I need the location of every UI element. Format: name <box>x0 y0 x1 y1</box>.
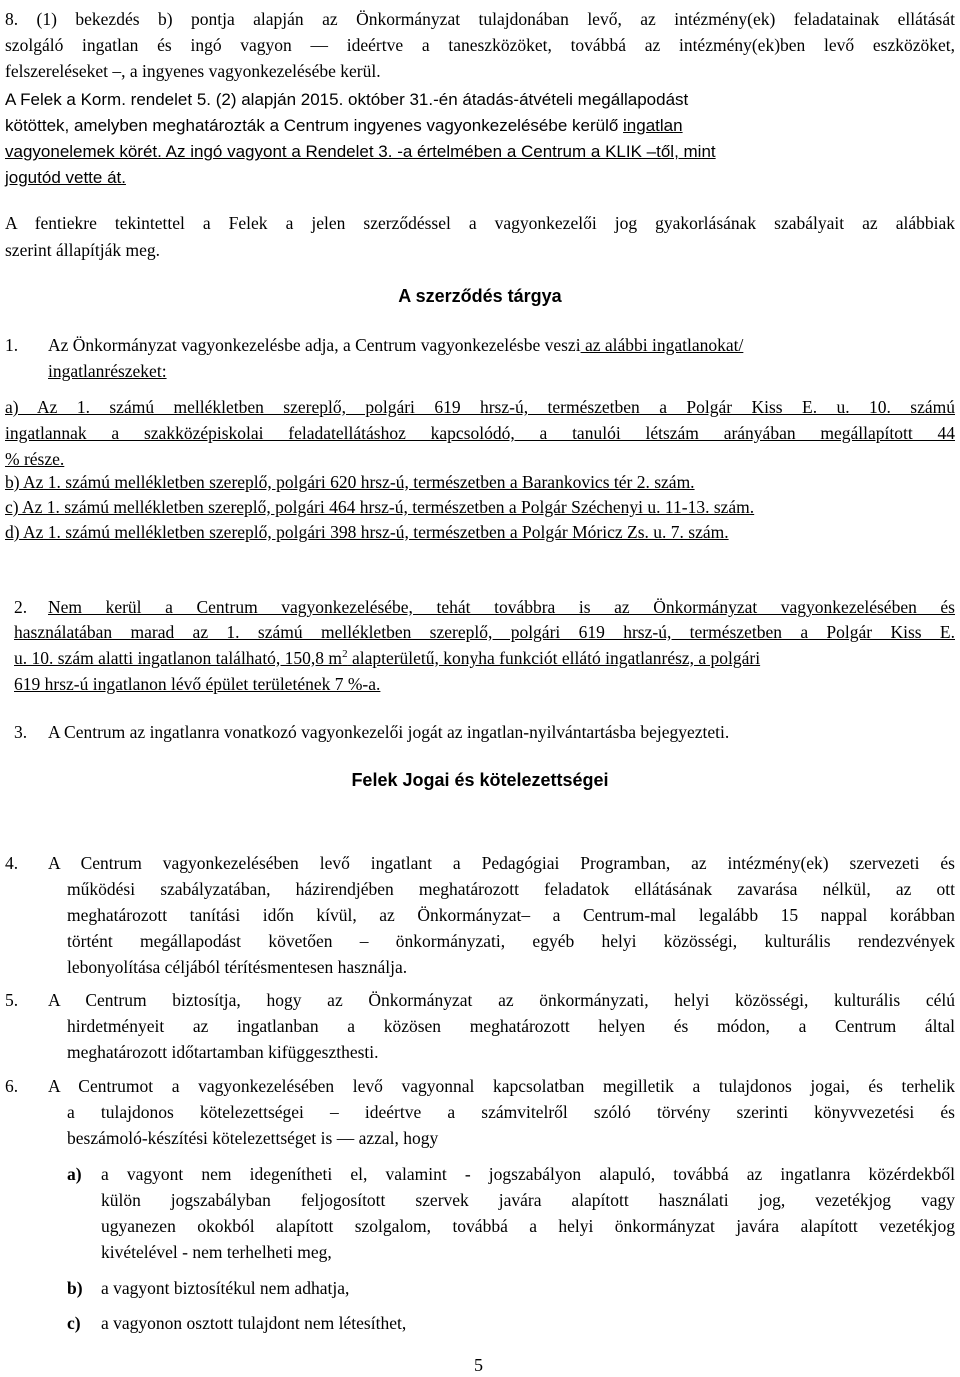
item-number: 5. <box>5 990 19 1010</box>
superscript: 2 <box>342 648 348 660</box>
property-line: a) Az 1. számú mellékletben szereplő, polgári 619 hrsz-ú, természetben a Polgár Kiss E. u. 10. számú <box>5 397 955 417</box>
section-title: Felek Jogai és kötelezettségei <box>351 770 609 790</box>
item-underlined-text: az alábbi ingatlanokat/ <box>580 335 744 355</box>
page-number: 5 <box>474 1355 483 1375</box>
item-text: Az Önkormányzat vagyonkezelésbe adja, a Centrum vagyonkezelésbe veszi <box>48 335 581 355</box>
subitem-line: ugyanezen okokból alapított szolgalom, továbbá a helyi önkormányzat javára alapított vezetékjog <box>101 1216 955 1236</box>
felek-line <box>5 116 955 136</box>
property-line: d) Az 1. számú mellékletben szereplő, polgári 398 hrsz-ú, természetben a Polgár Móricz Zs. u. 7. szám. <box>5 522 729 542</box>
item-line: beszámoló-készítési kötelezettséget is — azzal, hogy <box>67 1128 439 1148</box>
property-line: % része. <box>5 449 65 469</box>
section-title: A szerződés tárgya <box>398 286 562 306</box>
item-number: 6. <box>5 1076 19 1096</box>
item-number: 4. <box>5 853 19 873</box>
intro-line: 8. (1) bekezdés b) pontja alapján az Önkormányzat tulajdonában levő, az intézmény(ek) feladatainak ellátását <box>5 9 955 29</box>
property-line: ingatlannak a szakközépiskolai feladatellátáshoz kapcsolódó, a tanulói létszám arányában megállapított 44 <box>5 423 955 443</box>
subitem-label: a) <box>67 1164 82 1184</box>
subitem-line: a vagyonon osztott tulajdont nem létesíthet, <box>101 1313 407 1333</box>
item-line: történt megállapodást követően – önkormányzati, egyéb helyi közösségi, kulturális rendezvények <box>67 931 955 951</box>
item-line: a tulajdonos kötelezettségei – ideértve a számvitelről szóló törvény szerinti könyvvezetési és <box>67 1102 955 1122</box>
felek-text: kötöttek, amelyben meghatározták a Centrum ingyenes vagyonkezelésébe kerülő <box>5 116 624 135</box>
item-line: A Centrum biztosítja, hogy az Önkormányzat az önkormányzati, helyi közösségi, kulturális célú <box>48 990 955 1010</box>
subitem-line: kivételével - nem terhelheti meg, <box>101 1242 332 1262</box>
item-line: működési szabályzatában, házirendjében meghatározott feladatok ellátásának zavarása nélkül, az ott <box>67 879 955 899</box>
subitem-label: c) <box>67 1313 81 1333</box>
intro-line: szolgáló ingatlan és ingó vagyon — ideértve a taneszközöket, továbbá az intézmény(ek)ben levő eszközöket, <box>5 35 955 55</box>
fentiekre-line: szerint állapítják meg. <box>5 240 161 260</box>
subitem-line: külön jogszabályban feljogosított szervek javára alapított használati jog, vezetékjog vagy <box>101 1190 955 1210</box>
item-number: 1. <box>5 335 19 355</box>
item-line: hirdetményeit az ingatlanban a közösen meghatározott helyen és módon, a Centrum által <box>67 1016 955 1036</box>
subitem-line: a vagyont biztosítékul nem adhatja, <box>101 1278 350 1298</box>
felek-underlined-text: ingatlan <box>623 116 683 135</box>
subitem-line: a vagyont nem idegenítheti el, valamint - jogszabályon alapuló, továbbá az ingatlanra közérdekből <box>101 1164 955 1184</box>
item-line: használatában marad az 1. számú mellékletben szereplő, polgári 619 hrsz-ú, természetben a Polgár Kiss E. <box>14 622 955 642</box>
item-line: Nem kerül a Centrum vagyonkezelésébe, tehát továbbra is az Önkormányzat vagyonkezelésében és <box>48 597 955 617</box>
item-line <box>14 648 955 669</box>
subitem-label: b) <box>67 1278 83 1298</box>
intro-line: felszereléseket –, a ingyenes vagyonkezelésébe kerül. <box>5 61 381 81</box>
fentiekre-line: A fentiekre tekintettel a Felek a jelen szerződéssel a vagyonkezelői jog gyakorlásának szabályait az alábbiak <box>5 213 955 233</box>
item-line: A Centrum vagyonkezelésében levő ingatlant a Pedagógiai Programban, az intézmény(ek) szervezeti és <box>48 853 955 873</box>
felek-line: A Felek a Korm. rendelet 5. (2) alapján 2015. október 31.-én átadás-átvételi megállapodást <box>5 90 689 109</box>
felek-underlined-text: Az ingó vagyont a Rendelet 3. -a értelmében a Centrum a KLIK –től, mint <box>161 142 716 161</box>
item-line <box>48 335 743 356</box>
felek-underlined-text: vagyonelemek körét. <box>5 142 162 161</box>
felek-line: jogutód vette át. <box>5 168 126 187</box>
item-text: u. 10. szám alatti ingatlanon található, 150,8 m <box>14 648 343 668</box>
item-line: ingatlanrészeket: <box>48 361 167 381</box>
felek-line <box>5 142 716 162</box>
item-text: alapterületű, konyha funkciót ellátó ingatlanrész, a polgári <box>347 648 761 668</box>
property-line: c) Az 1. számú mellékletben szereplő, polgári 464 hrsz-ú, természetben a Polgár Széchenyi u. 11-13. szám. <box>5 497 755 517</box>
item-line: lebonyolítása céljából térítésmentesen használja. <box>67 957 408 977</box>
item-line: 619 hrsz-ú ingatlanon lévő épület területének 7 %-a. <box>14 674 381 694</box>
item-line: meghatározott tanítási időn kívül, az Önkormányzat– a Centrum-mal legalább 15 nappal korábban <box>67 905 955 925</box>
item-number: 3. <box>14 722 28 742</box>
item-line: A Centrum az ingatlanra vonatkozó vagyonkezelői jogát az ingatlan-nyilvántartásba bejegyezteti. <box>48 722 730 742</box>
item-line: meghatározott időtartamban kifüggeszthesti. <box>67 1042 379 1062</box>
item-line: A Centrumot a vagyonkezelésében levő vagyonnal kapcsolatban megilletik a tulajdonos jogai, és terhelik <box>48 1076 955 1096</box>
property-line: b) Az 1. számú mellékletben szereplő, polgári 620 hrsz-ú, természetben a Barankovics tér 2. szám. <box>5 472 695 492</box>
item-number: 2. <box>14 597 28 617</box>
